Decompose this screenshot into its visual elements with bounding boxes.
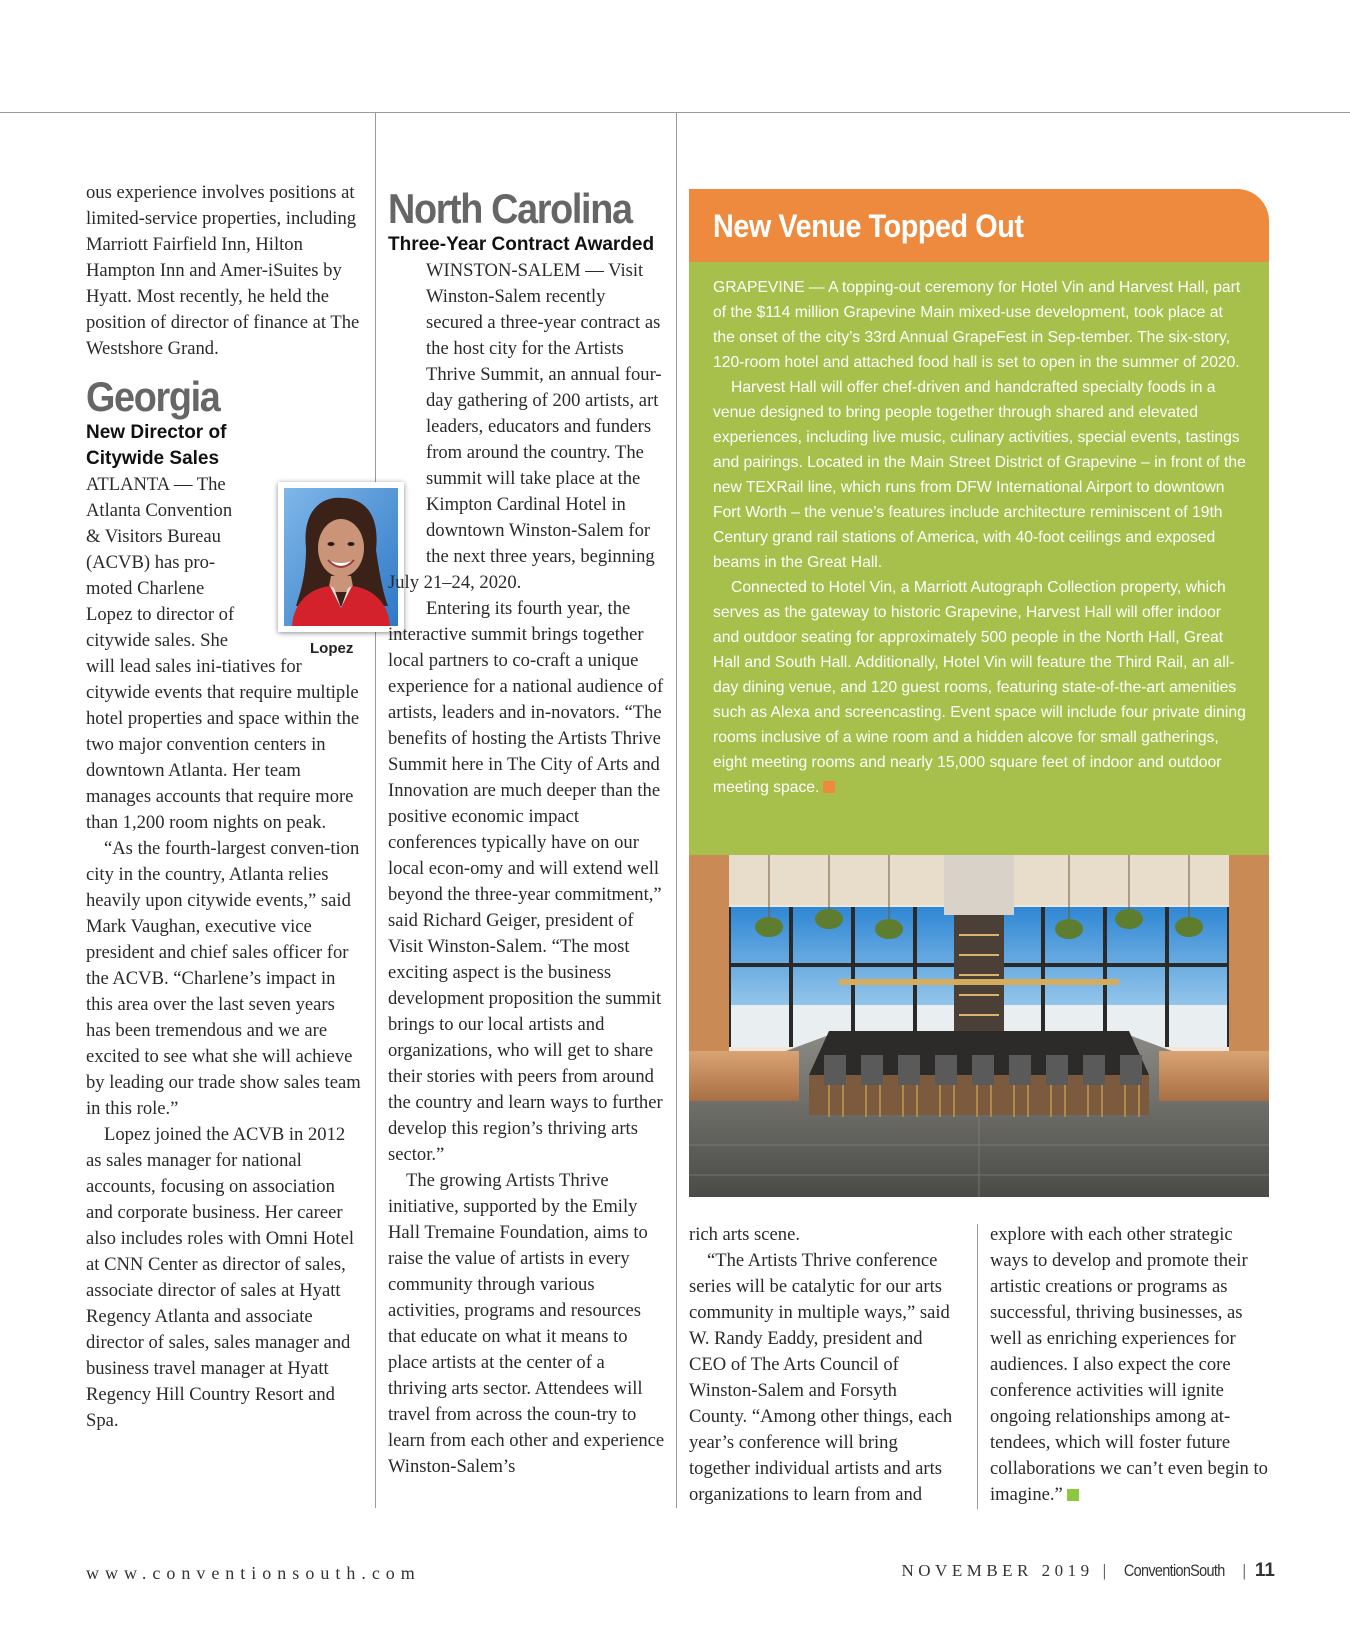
article-column-continued [689,1222,959,1508]
paragraph-text: explore with each other strategic ways to develop and promote their artistic creations or programs as successful, thriving businesses, as well as enriching experiences for audiences. I also expect the core conference activities will ignite ongoing relationships among at-tendees, which will foster future collaborations we can’t even begin to imagine.” [990,1224,1268,1505]
footer-website: www.conventionsouth.com [86,1563,421,1583]
sidebar-box [689,189,1269,855]
column-divider [977,1224,978,1509]
article-paragraph: “The Artists Thrive conference series will be catalytic for our arts community in multiple ways,” said W. Randy Eaddy, president and CEO of The Arts Council of Winston-Salem and Forsyth County. “Among other things, each year’s conference will bring together individual artists and arts organizations to learn from and [689,1250,953,1505]
article-paragraph: Lopez joined the ACVB in 2012 as sales manager for national accounts, focusing on association and corporate business. Her career also includes roles with Omni Hotel at CNN Center as director of sales, associate director of sales at Hyatt Regency Atlanta and associate director of sales, sales manager and business travel manager at Hyatt Regency Hill Country Resort and Spa. [86,1124,355,1431]
article-column-georgia [86,180,364,1434]
sidebar-paragraph: GRAPEVINE — A topping-out ceremony for Hotel Vin and Harvest Hall, part of the $114 million Grapevine Main mixed-use development, took place at the onset of the city’s 33rd Annual GrapeFest in Sep-tember. The six-story, 120-room hotel and attached food hall is set to open in the summer of 2020. [713,279,1241,371]
article-paragraph [388,258,666,596]
footer-folio [902,1560,1276,1582]
end-mark-icon [823,781,835,793]
article-subhead: Three-Year Contract Awarded [388,234,655,255]
footer-separator: | [1242,1561,1246,1580]
footer-publication-name: ConventionSouth [1123,1561,1225,1580]
sidebar-paragraph-text: Connected to Hotel Vin, a Marriott Autograph Collection property, which serves as the gateway to historic Grapevine, Harvest Hall will offer indoor and outdoor seating for approximately 500 people in the North Hall, Great Hall and South Hall. Additionally, Hotel Vin will feature the Third Rail, an all-day dining venue, and 120 guest rooms, featuring state-of-the-art amenities such as Alexa and screencasting. Event space will include four private dining rooms inclusive of a wine room and a hidden alcove for small gatherings, eight meeting rooms and nearly 15,000 square feet of indoor and outdoor meeting space. [713,579,1246,796]
venue-rendering-image [689,855,1269,1197]
float-spacer [370,596,408,622]
footer-separator: | [1102,1561,1107,1580]
article-paragraph: “As the fourth-largest conven-tion city in the country, Atlanta relies heavily upon citywide events,” said Mark Vaughan, executive vice president and chief sales officer for the ACVB. “Charlene’s impact in this area over the last seven years has been tremendous and we are excited to see what she will achieve by leading our trade show sales team in this role.” [86,838,361,1119]
sidebar-header [689,189,1269,262]
state-heading-georgia: Georgia [86,373,220,420]
article-paragraph [388,596,666,1168]
food-hall-illustration [689,855,1269,1197]
paragraph-text: ATLANTA — The Atlanta Convention & Visitors Bureau (ACVB) has pro-moted Charlene Lopez to director of citywide sales. She will lead sales ini-tiatives for citywide events that require multiple hotel properties and space within the two major convention centers in downtown Atlanta. Her team manages accounts that require more than 1,200 room nights on peak. [86,474,360,833]
sidebar-body [689,262,1269,855]
page-number: 11 [1254,1560,1275,1581]
sidebar-title: New Venue Topped Out [713,208,1024,244]
header-rule [0,112,1350,113]
paragraph-text: WINSTON-SALEM — Visit Winston-Salem recently secured a three-year contract as the host city for the Artists Thrive Summit, an annual four-day gathering of 200 artists, art leaders, educators and funders from around the country. The summit will take place at the Kimpton Cardinal Hotel in downtown Winston-Salem for the next three years, beginning July 21–24, 2020. [388,260,662,593]
article-column-continued [990,1222,1270,1508]
footer-issue-date: NOVEMBER 2019 [901,1561,1094,1580]
state-heading-north-carolina: North Carolina [388,185,632,232]
article-paragraph: The growing Artists Thrive initiative, supported by the Emily Hall Tremaine Foundation, aims to raise the value of artists in every community through various activities, programs and resources that educate on what it means to place artists at the center of a thriving arts sector. Attendees will travel from across the coun-try to learn from each other and experience Winston-Salem’s [388,1170,665,1477]
article-column-north-carolina [388,186,666,1480]
float-spacer [388,414,426,570]
article-paragraph: rich arts scene. [689,1224,800,1245]
column-divider [375,113,376,1508]
paragraph-text: Entering its fourth year, the interactive summit brings together local partners to co-craft a unique experience for a national audience of artists, leaders and in-novators. “The benefits of hosting the Artists Thrive Summit here in The City of Arts and Innovation are much deeper than the positive economic impact conferences typically have on our local econ-omy and will extend well beyond the three-year commitment,” said Richard Geiger, president of Visit Winston-Salem. “The most exciting aspect is the business development proposition the summit brings to our local artists and organizations, who will get to share their stories with peers from around the country and learn ways to further develop this region’s thriving arts sector.” [388,598,664,1165]
sidebar-paragraph: Harvest Hall will offer chef-driven and handcrafted specialty foods in a venue designed to bring people together through shared and elevated experiences, including live music, culinary activities, special events, tastings and pairings. Located in the Main Street District of Grapevine – in front of the new TEXRail line, which runs from DFW International Airport to downtown Fort Worth – the venue’s features include architecture reminiscent of 19th Century grand rail stations of America, with 40-foot ceilings and exposed beams in the Great Hall. [713,379,1246,571]
sidebar-paragraph [713,575,1247,800]
article-paragraph [990,1222,1270,1508]
end-mark-icon [1067,1489,1079,1501]
photo-caption: Lopez [310,640,354,657]
continued-paragraph: ous experience involves positions at limited-service properties, including Marriott Fairfield Inn, Hilton Hampton Inn and Amer-iSuites by Hyatt. Most recently, he held the position of director of finance at The Westshore Grand. [86,182,360,359]
article-subhead: New Director of Citywide Sales [86,422,227,469]
column-divider [676,113,677,1508]
